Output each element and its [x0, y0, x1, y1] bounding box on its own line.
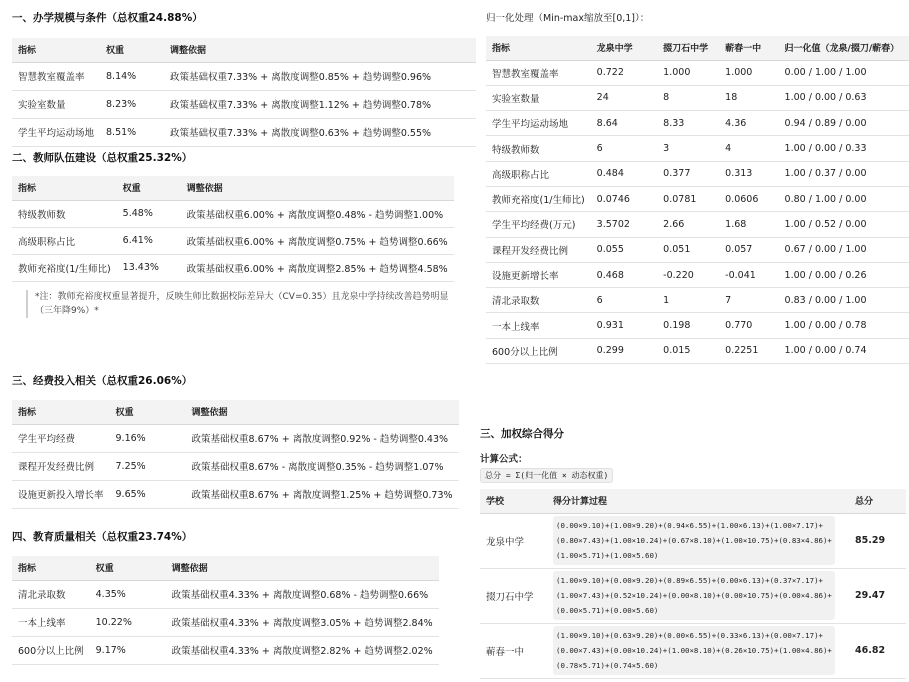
table-row	[486, 111, 909, 136]
section-funding	[12, 373, 459, 509]
indicator-cell: 课程开发经费比例	[486, 237, 591, 262]
weight-cell: 10.22%	[90, 608, 166, 636]
col-duodaoshi: 掇刀石中学	[657, 36, 719, 60]
table-row	[12, 580, 439, 608]
weight-cell: 9.17%	[90, 636, 166, 664]
weight-cell: 8.23%	[100, 90, 164, 118]
value-cell: 0.0746	[591, 186, 658, 211]
section-teachers	[12, 150, 455, 318]
table-row	[486, 313, 909, 338]
value-cell: 3.5702	[591, 212, 658, 237]
table-row	[480, 568, 906, 623]
section-title: 一、办学规模与条件（总权重24.88%）	[12, 12, 203, 24]
total-cell: 46.82	[849, 623, 906, 678]
value-cell: 0.055	[591, 237, 658, 262]
value-cell: -0.041	[719, 262, 778, 287]
indicator-cell: 设施更新投入增长率	[12, 480, 110, 508]
table-row	[486, 85, 909, 110]
table-row	[12, 62, 476, 90]
basis-cell: 政策基础权重7.33% + 离散度调整0.63% + 趋势调整0.55%	[164, 118, 476, 146]
normalization-table	[486, 36, 909, 364]
score-table	[480, 489, 906, 679]
indicator-cell: 智慧教室覆盖率	[486, 60, 591, 85]
total-cell: 29.47	[849, 568, 906, 623]
indicator-cell: 600分以上比例	[486, 338, 591, 363]
basis-cell: 政策基础权重8.67% + 离散度调整0.92% - 趋势调整0.43%	[186, 424, 459, 452]
col-basis: 调整依据	[164, 38, 476, 62]
table-row	[12, 452, 459, 480]
weights-table	[12, 556, 439, 665]
table-header-row	[480, 489, 906, 513]
basis-cell: 政策基础权重6.00% + 离散度调整0.75% + 趋势调整0.66%	[181, 227, 454, 254]
school-cell: 掇刀石中学	[480, 568, 547, 623]
normalized-cell: 1.00 / 0.00 / 0.74	[779, 338, 909, 363]
section-title: 三、加权综合得分	[480, 428, 564, 440]
value-cell: 0.2251	[719, 338, 778, 363]
table-row	[486, 262, 909, 287]
table-row	[486, 212, 909, 237]
weight-cell: 4.35%	[90, 580, 166, 608]
formula-code: 总分 = Σ(归一化值 × 动态权重)	[480, 468, 613, 483]
normalized-cell: 1.00 / 0.37 / 0.00	[779, 161, 909, 186]
indicator-cell: 教师充裕度(1/生师比)	[12, 254, 117, 281]
col-indicator: 指标	[12, 400, 110, 424]
value-cell: 4	[719, 136, 778, 161]
indicator-cell: 一本上线率	[486, 313, 591, 338]
value-cell: 8.64	[591, 111, 658, 136]
normalized-cell: 0.67 / 0.00 / 1.00	[779, 237, 909, 262]
weights-table	[12, 176, 454, 282]
table-row	[12, 608, 439, 636]
weight-cell: 8.51%	[100, 118, 164, 146]
indicator-cell: 设施更新增长率	[486, 262, 591, 287]
section-title: 三、经费投入相关（总权重26.06%）	[12, 375, 193, 387]
table-row	[12, 424, 459, 452]
value-cell: 8.33	[657, 111, 719, 136]
normalization-title: 归一化处理（Min-max缩放至[0,1]）：	[486, 13, 650, 24]
col-calc: 得分计算过程	[547, 489, 849, 513]
table-row	[12, 90, 476, 118]
value-cell: 0.299	[591, 338, 658, 363]
value-cell: 0.051	[657, 237, 719, 262]
col-weight: 权重	[100, 38, 164, 62]
basis-cell: 政策基础权重7.33% + 离散度调整1.12% + 趋势调整0.78%	[164, 90, 476, 118]
normalization-section	[486, 10, 909, 364]
indicator-cell: 特级教师数	[486, 136, 591, 161]
indicator-cell: 一本上线率	[12, 608, 90, 636]
normalized-cell: 1.00 / 0.00 / 0.63	[779, 85, 909, 110]
table-row	[12, 254, 454, 281]
basis-cell: 政策基础权重4.33% + 离散度调整0.68% - 趋势调整0.66%	[166, 580, 439, 608]
basis-cell: 政策基础权重8.67% + 离散度调整1.25% + 趋势调整0.73%	[186, 480, 459, 508]
table-row	[12, 118, 476, 146]
section-scale-conditions	[12, 10, 476, 147]
indicator-cell: 清北录取数	[12, 580, 90, 608]
table-header-row	[486, 36, 909, 60]
normalized-cell: 0.80 / 1.00 / 0.00	[779, 186, 909, 211]
table-row	[12, 636, 439, 664]
normalized-cell: 1.00 / 0.52 / 0.00	[779, 212, 909, 237]
calc-cell: (1.00×9.10)+(0.63×9.20)+(0.00×6.55)+(0.33×6.13)+(0.00×7.17)+ (0.00×7.43)+(0.00×10.24)+(1.00×8.10)+(0.26×10.75)+(1.00×4.86)+ (0.78×5.71)+(0.74×5.60)	[553, 626, 835, 675]
value-cell: 0.484	[591, 161, 658, 186]
indicator-cell: 课程开发经费比例	[12, 452, 110, 480]
weights-table	[12, 400, 459, 509]
value-cell: 2.66	[657, 212, 719, 237]
indicator-cell: 教师充裕度(1/生师比)	[486, 186, 591, 211]
weight-cell: 13.43%	[117, 254, 181, 281]
col-indicator: 指标	[12, 556, 90, 580]
weight-cell: 7.25%	[110, 452, 186, 480]
weight-cell: 6.41%	[117, 227, 181, 254]
weight-cell: 5.48%	[117, 200, 181, 227]
value-cell: 1.68	[719, 212, 778, 237]
calc-cell: (1.00×9.10)+(0.00×9.20)+(0.89×6.55)+(0.00×6.13)+(0.37×7.17)+ (1.00×7.43)+(0.52×10.24)+(0.00×8.10)+(0.00×10.75)+(0.00×4.86)+ (0.00×5.71)+(0.00×5.60)	[553, 571, 835, 620]
weight-cell: 9.16%	[110, 424, 186, 452]
value-cell: 7	[719, 288, 778, 313]
section-quality	[12, 529, 439, 665]
value-cell: -0.220	[657, 262, 719, 287]
table-row	[486, 60, 909, 85]
basis-cell: 政策基础权重4.33% + 离散度调整3.05% + 趋势调整2.84%	[166, 608, 439, 636]
col-indicator: 指标	[486, 36, 591, 60]
indicator-cell: 600分以上比例	[12, 636, 90, 664]
value-cell: 18	[719, 85, 778, 110]
indicator-cell: 学生平均运动场地	[12, 118, 100, 146]
indicator-cell: 学生平均经费	[12, 424, 110, 452]
value-cell: 8	[657, 85, 719, 110]
normalized-cell: 0.94 / 0.89 / 0.00	[779, 111, 909, 136]
col-basis: 调整依据	[166, 556, 439, 580]
table-header-row	[12, 38, 476, 62]
table-row	[486, 136, 909, 161]
col-normalized: 归一化值（龙泉/掇刀/蕲春）	[779, 36, 909, 60]
value-cell: 0.057	[719, 237, 778, 262]
table-row	[486, 237, 909, 262]
col-qichun: 蕲春一中	[719, 36, 778, 60]
indicator-cell: 实验室数量	[486, 85, 591, 110]
value-cell: 0.0606	[719, 186, 778, 211]
table-row	[12, 200, 454, 227]
value-cell: 1.000	[657, 60, 719, 85]
section-title: 二、教师队伍建设（总权重25.32%）	[12, 152, 193, 164]
weighted-score-section	[480, 426, 906, 679]
indicator-cell: 学生平均经费(万元)	[486, 212, 591, 237]
indicator-cell: 学生平均运动场地	[486, 111, 591, 136]
value-cell: 0.931	[591, 313, 658, 338]
col-indicator: 指标	[12, 38, 100, 62]
basis-cell: 政策基础权重6.00% + 离散度调整0.48% - 趋势调整1.00%	[181, 200, 454, 227]
value-cell: 0.198	[657, 313, 719, 338]
basis-cell: 政策基础权重7.33% + 离散度调整0.85% + 趋势调整0.96%	[164, 62, 476, 90]
value-cell: 1.000	[719, 60, 778, 85]
value-cell: 0.722	[591, 60, 658, 85]
col-weight: 权重	[117, 176, 181, 200]
value-cell: 24	[591, 85, 658, 110]
indicator-cell: 智慧教室覆盖率	[12, 62, 100, 90]
normalized-cell: 1.00 / 0.00 / 0.78	[779, 313, 909, 338]
weight-cell: 9.65%	[110, 480, 186, 508]
normalized-cell: 0.83 / 0.00 / 1.00	[779, 288, 909, 313]
section-title: 四、教育质量相关（总权重23.74%）	[12, 531, 193, 543]
value-cell: 3	[657, 136, 719, 161]
col-total: 总分	[849, 489, 906, 513]
value-cell: 6	[591, 136, 658, 161]
indicator-cell: 高级职称占比	[486, 161, 591, 186]
table-row	[486, 288, 909, 313]
basis-cell: 政策基础权重4.33% + 离散度调整2.82% + 趋势调整2.02%	[166, 636, 439, 664]
indicator-cell: 实验室数量	[12, 90, 100, 118]
col-indicator: 指标	[12, 176, 117, 200]
table-header-row	[12, 556, 439, 580]
value-cell: 4.36	[719, 111, 778, 136]
indicator-cell: 清北录取数	[486, 288, 591, 313]
basis-cell: 政策基础权重8.67% - 离散度调整0.35% - 趋势调整1.07%	[186, 452, 459, 480]
col-weight: 权重	[110, 400, 186, 424]
total-cell: 85.29	[849, 513, 906, 568]
basis-cell: 政策基础权重6.00% + 离散度调整2.85% + 趋势调整4.58%	[181, 254, 454, 281]
table-row	[486, 338, 909, 363]
col-longquan: 龙泉中学	[591, 36, 658, 60]
col-weight: 权重	[90, 556, 166, 580]
school-cell: 蕲春一中	[480, 623, 547, 678]
col-basis: 调整依据	[186, 400, 459, 424]
calc-cell: (0.00×9.10)+(1.00×9.20)+(0.94×6.55)+(1.00×6.13)+(1.00×7.17)+ (0.80×7.43)+(1.00×10.24)+(0.67×8.10)+(1.00×10.75)+(0.83×4.86)+ (1.00×5.71)+(1.00×5.60)	[553, 516, 835, 565]
formula-label: 计算公式：	[480, 454, 528, 465]
table-row	[12, 227, 454, 254]
col-school: 学校	[480, 489, 547, 513]
table-row	[486, 161, 909, 186]
table-row	[12, 480, 459, 508]
table-row	[480, 513, 906, 568]
teacher-weight-note: *注：教师充裕度权重显著提升，反映生师比数据校际差异大（CV=0.35）且龙泉中学持续改善趋势明显（三年降9%）*	[26, 290, 455, 318]
normalized-cell: 1.00 / 0.00 / 0.33	[779, 136, 909, 161]
weights-table	[12, 38, 476, 147]
table-header-row	[12, 400, 459, 424]
value-cell: 0.015	[657, 338, 719, 363]
table-row	[486, 186, 909, 211]
table-row	[480, 623, 906, 678]
value-cell: 6	[591, 288, 658, 313]
value-cell: 0.313	[719, 161, 778, 186]
value-cell: 1	[657, 288, 719, 313]
table-header-row	[12, 176, 454, 200]
normalized-cell: 0.00 / 1.00 / 1.00	[779, 60, 909, 85]
value-cell: 0.0781	[657, 186, 719, 211]
value-cell: 0.377	[657, 161, 719, 186]
col-basis: 调整依据	[181, 176, 454, 200]
indicator-cell: 高级职称占比	[12, 227, 117, 254]
value-cell: 0.468	[591, 262, 658, 287]
school-cell: 龙泉中学	[480, 513, 547, 568]
normalized-cell: 1.00 / 0.00 / 0.26	[779, 262, 909, 287]
value-cell: 0.770	[719, 313, 778, 338]
weight-cell: 8.14%	[100, 62, 164, 90]
indicator-cell: 特级教师数	[12, 200, 117, 227]
